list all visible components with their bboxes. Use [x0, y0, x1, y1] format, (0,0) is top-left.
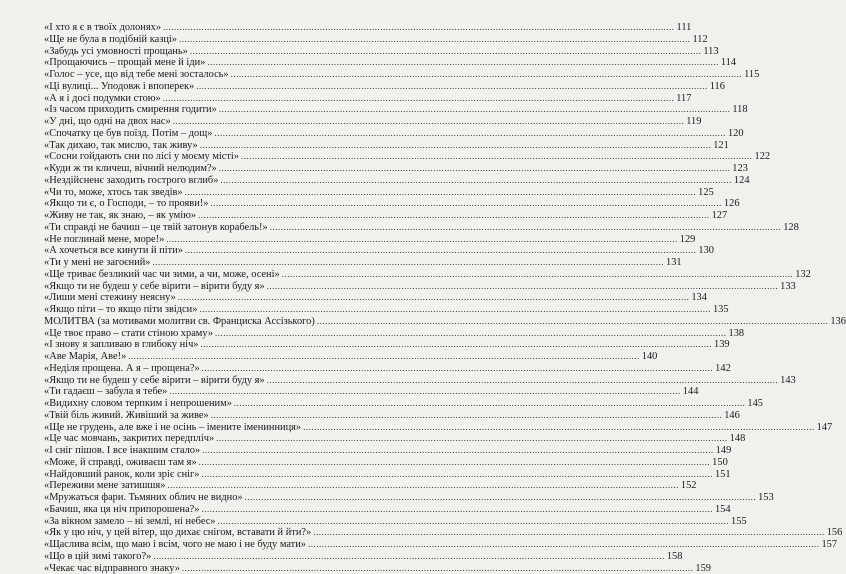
toc-entry	[44, 386, 456, 398]
dot-leader	[282, 269, 794, 281]
toc-entry-title: «Ти справді не бачиш – це твій затонув корабель!»	[44, 222, 268, 234]
toc-entry-title: «Куди ж ти кличеш, вічний нелюдим?»	[44, 163, 217, 175]
dot-leader	[211, 410, 723, 422]
toc-entry-title: «Не поглинай мене, море!»	[44, 234, 164, 246]
dot-leader	[166, 234, 678, 246]
dot-leader	[267, 281, 779, 293]
toc-entry-title: «Якщо ти не будеш у себе вірити – вірити буду я»	[44, 375, 265, 387]
dot-leader	[207, 57, 719, 69]
dot-leader	[270, 222, 782, 234]
dot-leader	[219, 104, 731, 116]
dot-leader	[185, 187, 697, 199]
toc-entry-page-number: 116	[710, 81, 725, 93]
toc-entry-title: «Видихну словом терпким і непрошеним»	[44, 398, 232, 410]
toc-entry	[44, 363, 456, 375]
toc-entry	[44, 504, 456, 516]
toc-entry-title: «Чи то, може, хтось так зведів»	[44, 187, 183, 199]
toc-entry-page-number: 146	[724, 410, 740, 422]
toc-entry-page-number: 125	[698, 187, 714, 199]
dot-leader	[173, 116, 685, 128]
toc-entry	[44, 328, 456, 340]
toc-entry-title: МОЛИТВА (за мотивами молитви св. Франциска Ассізького)	[44, 316, 315, 328]
toc-entry-title: «У дні, що одні на двох нас»	[44, 116, 171, 128]
toc-entry-title: «Неділя прощена. А я – прощена?»	[44, 363, 200, 375]
dot-leader	[218, 516, 730, 528]
toc-entry-title: «Ще не грудень, але вже і не осінь – імените іменинниця»	[44, 422, 301, 434]
toc-entry-page-number: 138	[729, 328, 745, 340]
toc-entry-page-number: 122	[755, 151, 771, 163]
dot-leader	[216, 433, 728, 445]
toc-entry-page-number: 159	[695, 563, 711, 574]
toc-entry	[44, 563, 456, 574]
dot-leader	[167, 480, 679, 492]
toc-entry-page-number: 126	[724, 198, 740, 210]
dot-leader	[200, 140, 712, 152]
toc-entry-page-number: 121	[713, 140, 729, 152]
toc-entry-page-number: 140	[642, 351, 658, 363]
dot-leader	[308, 539, 820, 551]
toc-entry-page-number: 124	[734, 175, 750, 187]
toc-entry-page-number: 148	[730, 433, 746, 445]
toc-entry-title: «Аве Марія, Аве!»	[44, 351, 126, 363]
dot-leader	[245, 492, 757, 504]
dot-leader	[231, 69, 743, 81]
toc-entry-page-number: 119	[686, 116, 701, 128]
toc-entry	[44, 304, 456, 316]
toc-entry-title: «Переживи мене затишшя»	[44, 480, 165, 492]
toc-entry-page-number: 120	[728, 128, 744, 140]
toc-entry-title: «А хочеться все кинути й піти»	[44, 245, 183, 257]
toc-entry	[44, 93, 456, 105]
dot-leader	[169, 386, 681, 398]
toc-entry	[44, 198, 456, 210]
toc-entry	[44, 116, 456, 128]
toc-entry	[44, 351, 456, 363]
dot-leader	[219, 163, 731, 175]
dot-leader	[178, 292, 690, 304]
toc-entry-page-number: 132	[795, 269, 811, 281]
toc-entry	[44, 433, 456, 445]
toc-entry	[44, 245, 456, 257]
toc-entry	[44, 445, 456, 457]
dot-leader	[153, 257, 665, 269]
dot-leader	[153, 551, 665, 563]
toc-entry-page-number: 115	[744, 69, 759, 81]
toc-entry	[44, 234, 456, 246]
toc-entry-page-number: 144	[683, 386, 699, 398]
toc-entry	[44, 57, 456, 69]
toc-entry-page-number: 114	[721, 57, 736, 69]
toc-entry-page-number: 145	[747, 398, 763, 410]
toc-entry-page-number: 142	[715, 363, 731, 375]
toc-entry-title: «Із часом приходить смирення годити»	[44, 104, 217, 116]
toc-entry	[44, 128, 456, 140]
toc-entry-page-number: 136	[830, 316, 846, 328]
toc-entry-page-number: 117	[676, 93, 691, 105]
toc-entry-title: «Лиши мені стежину неясну»	[44, 292, 176, 304]
toc-entry	[44, 210, 456, 222]
toc-entry-title: «Твій біль живий. Живіший за живе»	[44, 410, 209, 422]
toc-entry	[44, 551, 456, 563]
toc-entry-title: «Нездійсненє заходить гострого вглиб»	[44, 175, 218, 187]
toc-entry-title: «Так дихаю, так мислю, так живу»	[44, 140, 198, 152]
toc-entry	[44, 175, 456, 187]
toc-entry-page-number: 133	[780, 281, 796, 293]
dot-leader	[185, 245, 697, 257]
toc-entry-page-number: 158	[667, 551, 683, 563]
toc-entry	[44, 140, 456, 152]
toc-entry-page-number: 151	[715, 469, 731, 481]
toc-entry-title: «Якщо ти не будеш у себе вірити – вірити буду я»	[44, 281, 265, 293]
toc-entry	[44, 398, 456, 410]
toc-entry	[44, 257, 456, 269]
table-of-contents	[44, 22, 456, 574]
toc-entry-title: «Ще не була в подібній казці»	[44, 34, 177, 46]
toc-entry-title: «І сніг пішов. І все інакшим стало»	[44, 445, 200, 457]
dot-leader	[234, 398, 746, 410]
toc-entry-title: «Бачиш, яка ця ніч припорошена?»	[44, 504, 199, 516]
toc-entry	[44, 516, 456, 528]
toc-entry	[44, 46, 456, 58]
toc-entry	[44, 492, 456, 504]
toc-entry	[44, 292, 456, 304]
toc-entry-title: «Це час мовчань, закритих передпліч»	[44, 433, 214, 445]
toc-entry-page-number: 129	[680, 234, 696, 246]
toc-entry-title: «Чекає час відправного знаку»	[44, 563, 180, 574]
toc-entry-page-number: 118	[732, 104, 747, 116]
toc-entry	[44, 151, 456, 163]
toc-entry	[44, 316, 456, 328]
toc-entry	[44, 422, 456, 434]
dot-leader	[201, 469, 713, 481]
toc-entry-title: «Ці вулиці... Уподовж і впоперек»	[44, 81, 194, 93]
toc-entry	[44, 527, 456, 539]
toc-entry-title: «Голос – усе, що від тебе мені зосталось»	[44, 69, 229, 81]
dot-leader	[182, 563, 694, 574]
toc-entry	[44, 69, 456, 81]
toc-entry	[44, 104, 456, 116]
toc-entry-page-number: 127	[712, 210, 728, 222]
dot-leader	[220, 175, 732, 187]
toc-entry-title: «Спочатку це був поїзд. Потім – дощ»	[44, 128, 212, 140]
dot-leader	[198, 210, 710, 222]
toc-entry-page-number: 149	[716, 445, 732, 457]
toc-entry	[44, 339, 456, 351]
toc-entry-title: «Якщо ти є, о Господи, – то прояви!»	[44, 198, 208, 210]
dot-leader	[317, 316, 829, 328]
toc-entry-title: «Ще триває безликий час чи зими, а чи, може, осені»	[44, 269, 280, 281]
toc-entry	[44, 81, 456, 93]
toc-entry-page-number: 111	[677, 22, 692, 34]
toc-entry-title: «І хто я є в твоїх долонях»	[44, 22, 161, 34]
toc-entry	[44, 469, 456, 481]
dot-leader	[241, 151, 753, 163]
dot-leader	[163, 93, 675, 105]
dot-leader	[267, 375, 779, 387]
dot-leader	[128, 351, 640, 363]
toc-entry-page-number: 157	[821, 539, 837, 551]
toc-entry-page-number: 113	[703, 46, 718, 58]
dot-leader	[163, 22, 675, 34]
toc-entry-page-number: 135	[713, 304, 729, 316]
toc-entry-title: «Щаслива всім, що маю і всім, чого не маю і не буду мати»	[44, 539, 306, 551]
dot-leader	[196, 81, 708, 93]
toc-entry-title: «Що в цій зимі такого?»	[44, 551, 151, 563]
dot-leader	[215, 328, 727, 340]
toc-entry-page-number: 130	[698, 245, 714, 257]
toc-entry-page-number: 131	[666, 257, 682, 269]
toc-entry-title: «Прощаючись – прощай мене й іди»	[44, 57, 205, 69]
toc-entry	[44, 281, 456, 293]
dot-leader	[303, 422, 815, 434]
dot-leader	[202, 363, 714, 375]
toc-entry-title: «Ти у мені не загоєний»	[44, 257, 151, 269]
toc-entry-title: «Живу не так, як знаю, – як умію»	[44, 210, 196, 222]
toc-entry-title: «Забудь усі умовності прощань»	[44, 46, 188, 58]
dot-leader	[210, 198, 722, 210]
toc-entry-title: «І знову я запливаю в глибоку ніч»	[44, 339, 199, 351]
toc-entry-title: «Може, й справді, оживаєш там я»	[44, 457, 197, 469]
dot-leader	[201, 504, 713, 516]
toc-entry-title: «Це твоє право – стати стіною храму»	[44, 328, 213, 340]
toc-entry	[44, 480, 456, 492]
toc-entry-page-number: 112	[692, 34, 707, 46]
toc-entry-page-number: 139	[714, 339, 730, 351]
toc-entry-title: «Мружаться фари. Тьмяних облич не видно»	[44, 492, 243, 504]
toc-entry-title: «А я і досі подумки стою»	[44, 93, 161, 105]
dot-leader	[201, 339, 713, 351]
dot-leader	[179, 34, 691, 46]
toc-entry-page-number: 154	[715, 504, 731, 516]
toc-entry-page-number: 155	[731, 516, 747, 528]
dot-leader	[199, 457, 711, 469]
toc-entry	[44, 375, 456, 387]
toc-entry	[44, 269, 456, 281]
toc-entry	[44, 22, 456, 34]
toc-entry-page-number: 128	[783, 222, 799, 234]
dot-leader	[214, 128, 726, 140]
toc-entry-page-number: 134	[691, 292, 707, 304]
toc-entry-title: «Якщо піти – то якщо піти звідси»	[44, 304, 197, 316]
toc-entry	[44, 410, 456, 422]
toc-entry	[44, 222, 456, 234]
toc-entry-page-number: 123	[732, 163, 748, 175]
toc-entry-page-number: 147	[817, 422, 833, 434]
dot-leader	[202, 445, 714, 457]
toc-entry-page-number: 150	[712, 457, 728, 469]
toc-entry	[44, 539, 456, 551]
dot-leader	[190, 46, 702, 58]
toc-entry-page-number: 143	[780, 375, 796, 387]
toc-entry-page-number: 156	[827, 527, 843, 539]
toc-entry-title: «За вікном замело – ні землі, ні небес»	[44, 516, 216, 528]
toc-entry-title: «Сосни гойдають сни по лісі у моєму місті»	[44, 151, 239, 163]
toc-entry	[44, 187, 456, 199]
toc-entry	[44, 457, 456, 469]
toc-entry	[44, 34, 456, 46]
toc-entry	[44, 163, 456, 175]
dot-leader	[199, 304, 711, 316]
toc-entry-title: «Як у цю ніч, у цей вітер, що дихає снігом, вставати й йти?»	[44, 527, 311, 539]
toc-entry-title: «Найдовший ранок, коли зріє сніг»	[44, 469, 199, 481]
toc-entry-title: «Ти гадаєш – забула я тебе»	[44, 386, 167, 398]
toc-entry-page-number: 152	[681, 480, 697, 492]
toc-entry-page-number: 153	[758, 492, 774, 504]
dot-leader	[313, 527, 825, 539]
